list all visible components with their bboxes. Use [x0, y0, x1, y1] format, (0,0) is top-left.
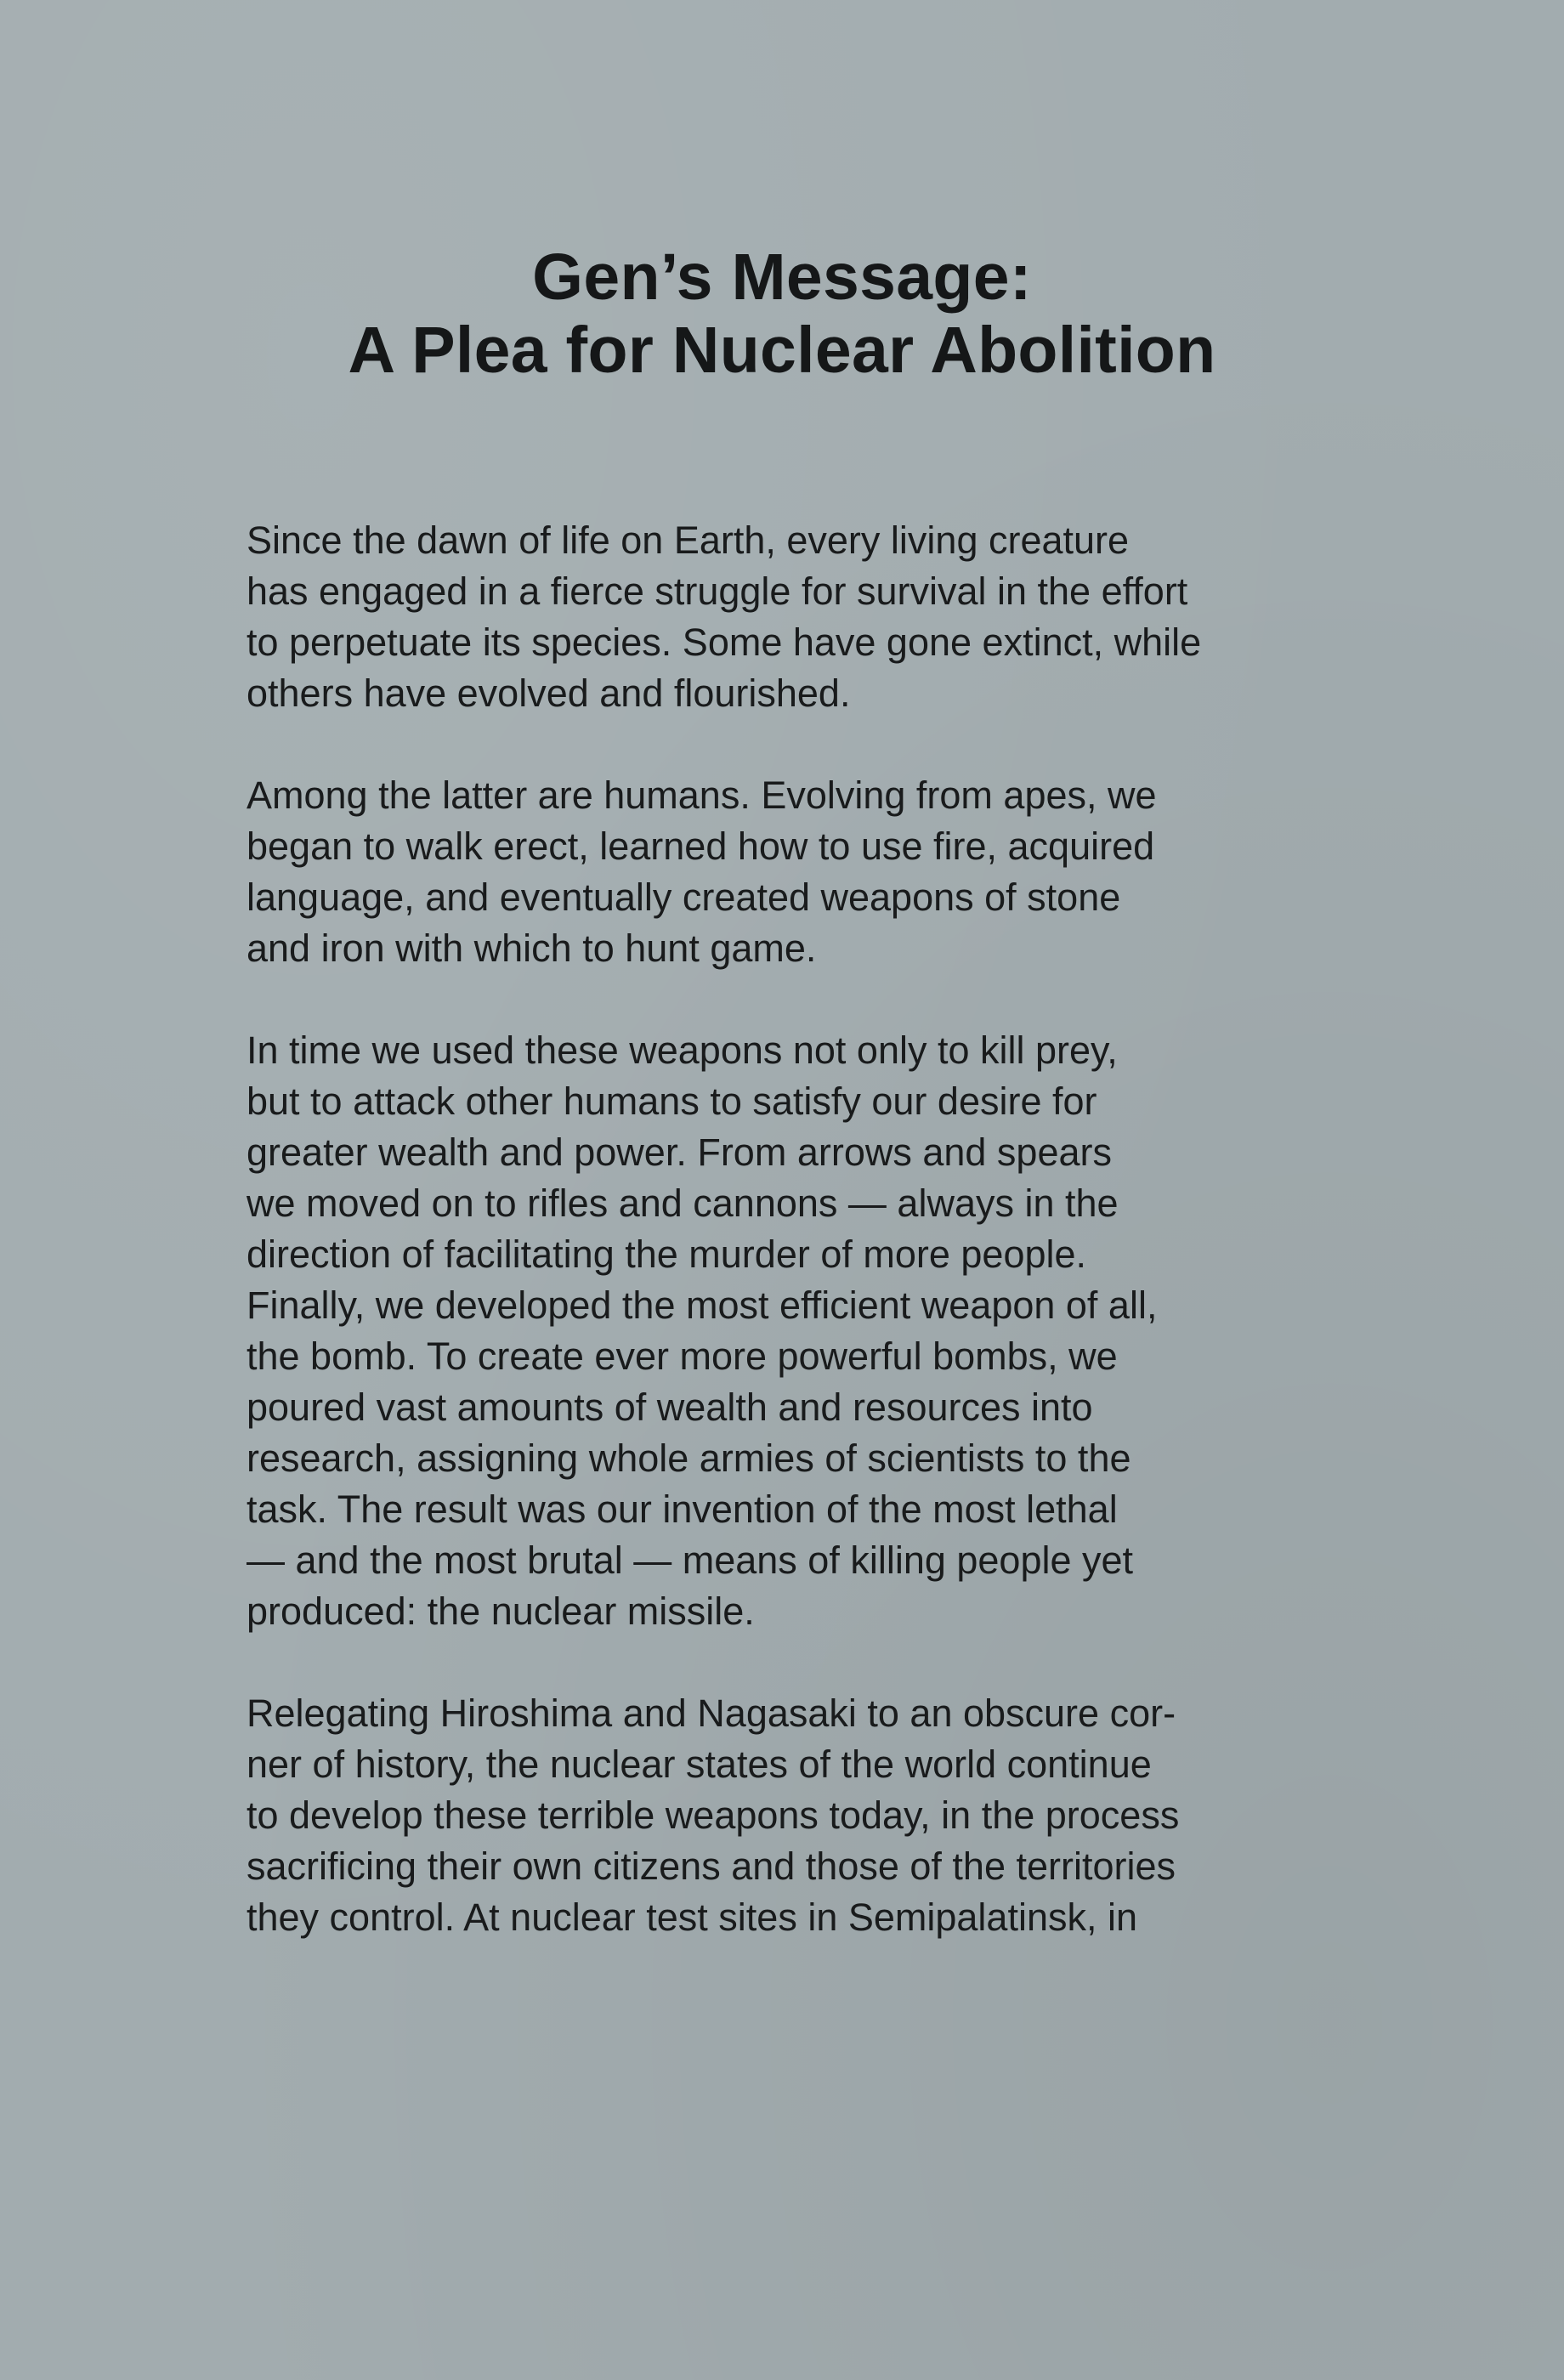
page-title [0, 241, 1564, 387]
text-line: we moved on to rifles and cannons — always in the [246, 1182, 1119, 1225]
text-line: In time we used these weapons not only to kill prey, [246, 1028, 1118, 1072]
body-text [246, 515, 1352, 1994]
text-line: has engaged in a fierce struggle for survival in the effort [246, 570, 1188, 613]
title-line-2: A Plea for Nuclear Abolition [348, 314, 1216, 387]
text-line: Since the dawn of life on Earth, every living creature [246, 518, 1130, 562]
text-line: Relegating Hiroshima and Nagasaki to an obscure cor- [246, 1692, 1176, 1735]
text-line: poured vast amounts of wealth and resources into [246, 1386, 1093, 1429]
text-line: Among the latter are humans. Evolving from apes, we [246, 774, 1157, 817]
title-line-1: Gen’s Message: [532, 241, 1032, 314]
text-line: task. The result was our invention of the most lethal [246, 1488, 1118, 1531]
paragraph-4 [246, 1688, 1352, 1943]
paragraph-3 [246, 1025, 1352, 1637]
text-line: but to attack other humans to satisfy our desire for [246, 1080, 1097, 1123]
text-line: ner of history, the nuclear states of the world continue [246, 1742, 1152, 1786]
text-line: Finally, we developed the most efficient weapon of all, [246, 1284, 1158, 1327]
text-line: they control. At nuclear test sites in Semipalatinsk, in [246, 1896, 1138, 1939]
text-line: to develop these terrible weapons today, in the process [246, 1794, 1180, 1837]
text-line: direction of facilitating the murder of more people. [246, 1232, 1087, 1276]
text-line: produced: the nuclear missile. [246, 1590, 755, 1633]
text-line: language, and eventually created weapons of stone [246, 876, 1121, 919]
text-line: sacrificing their own citizens and those of the territories [246, 1844, 1176, 1888]
text-line: greater wealth and power. From arrows and spears [246, 1130, 1112, 1174]
text-line: to perpetuate its species. Some have gone extinct, while [246, 620, 1202, 664]
paragraph-2 [246, 770, 1352, 974]
paragraph-1 [246, 515, 1352, 719]
text-line: and iron with which to hunt game. [246, 926, 817, 970]
text-line: — and the most brutal — means of killing people yet [246, 1538, 1134, 1582]
text-line: the bomb. To create ever more powerful bombs, we [246, 1334, 1118, 1378]
text-line: research, assigning whole armies of scientists to the [246, 1436, 1131, 1480]
text-line: others have evolved and flourished. [246, 672, 851, 715]
text-line: began to walk erect, learned how to use fire, acquired [246, 824, 1155, 868]
